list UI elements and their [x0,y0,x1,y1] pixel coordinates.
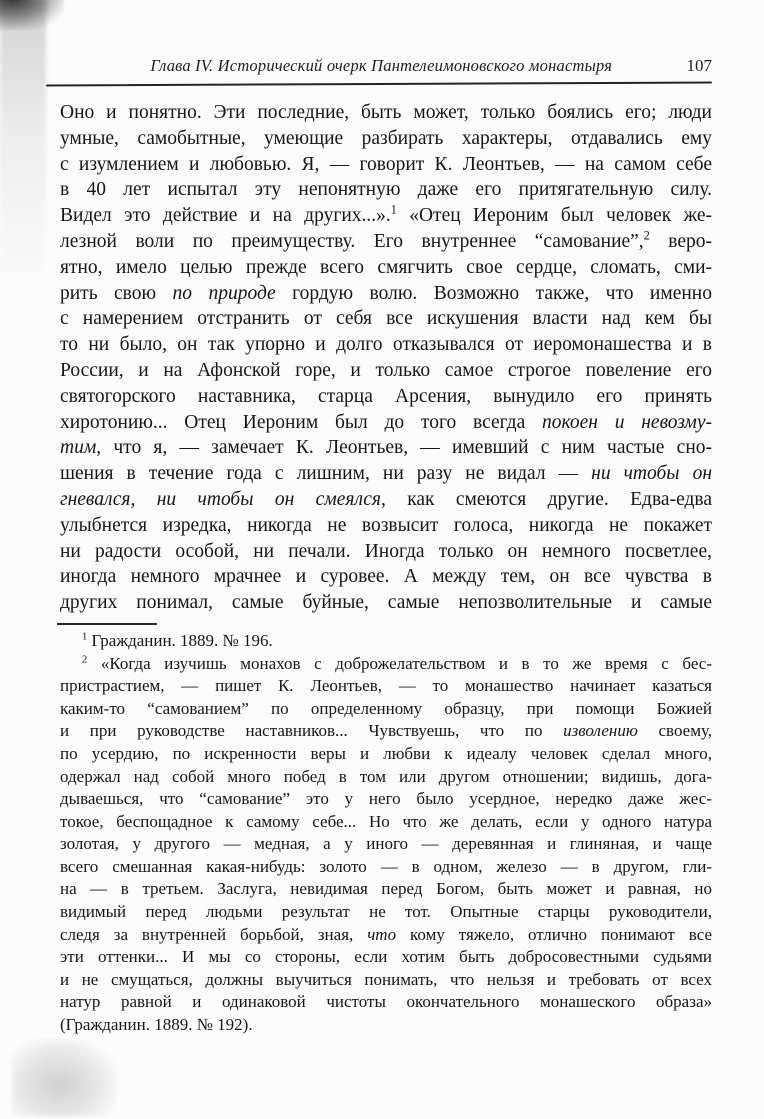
text-segment: ни чтобы он [591,463,712,485]
text-segment: на — в третьем. Заслуга, невидимая перед Богом, быть может и равная, но [60,879,712,899]
text-segment: рить свою [60,282,173,304]
text-segment: Видел это действие и на других...». [60,205,391,227]
text-line [60,410,712,436]
text-line [60,698,712,721]
text-segment: пристрастием, — пишет К. Леонтьев, — то монашество начинает казаться [60,676,712,696]
text-segment: то ни было, он так упорно и долго отказывался от иеромонашества и в [60,334,712,356]
text-line [60,255,712,281]
header-rule [46,82,712,87]
footnote-marker: 2 [82,653,88,665]
text-line [60,924,712,947]
text-segment: эти оттенки... И мы со стороны, если хотим быть добросовестными судьями [60,947,712,967]
text-line [60,991,712,1014]
text-line [60,1014,712,1037]
text-line [60,358,712,384]
text-segment: токое, беспощадное к самому себе... Но что же делать, если у одного натура [60,811,712,831]
text-line [60,675,712,698]
text-segment: всего смешанная какая-нибудь: золото — в одном, железо — в другом, гли- [60,856,712,876]
text-line [60,766,712,789]
text-segment: тим [60,437,97,459]
text-segment: Гражданин. 1889. № 196. [87,630,273,650]
text-line [60,513,712,539]
text-segment: что [367,924,397,944]
text-line [60,177,712,203]
text-segment: своему, [637,721,713,741]
text-segment: с изумлением и любовью. Я, — говорит К. Леонтьев, — на самом себе [60,153,712,175]
text-line [60,487,712,513]
footnote-separator [57,623,157,625]
text-segment: ни радости особой, ни печали. Иногда только он немного посветлее, [60,540,712,562]
text-line [60,833,712,856]
text-segment: по усердию, по искренности веры и любви к идеалу человек сделал много, [60,743,712,763]
text-line [60,281,712,307]
text-line [60,152,712,178]
text-line [60,306,712,332]
text-segment: изволению [563,721,638,741]
text-segment: золотая, у другого — медная, а у иного — деревянная и глиняная, и чаще [60,834,712,854]
text-line [60,901,712,924]
text-line [60,203,712,229]
footnote-marker: 2 [643,228,650,243]
text-segment: , как смеются другие. Едва-едва [380,488,713,510]
text-segment: иногда немного мрачнее и суровее. А между тем, он все чувства в [60,566,712,588]
footnote-marker: 1 [82,631,88,643]
text-segment: дываешься, что “самование” это у него было усердное, нередко даже жес- [60,789,712,809]
text-segment: по природе [172,282,276,304]
main-text-block [60,100,712,616]
text-line [60,539,712,565]
text-line [60,856,712,879]
text-line [60,946,712,969]
text-line [60,630,712,653]
footnote-marker: 1 [390,202,397,217]
text-segment: умные, самобытные, умеющие разбирать характеры, отдавались ему [60,127,712,149]
text-line [60,590,712,616]
text-segment: веро- [649,230,712,252]
text-line [60,811,712,834]
text-segment: кому тяжело, отлично понимают все [396,924,712,944]
text-line [60,126,712,152]
text-segment: Оно и понятно. Эти последние, быть может, только боялись его; люди [60,102,712,123]
text-segment: «Отец Иероним был человек же- [396,205,712,227]
text-line [60,332,712,358]
text-segment: других понимал, самые буйные, самые непозволительные и самые [60,592,712,614]
text-segment: и не смущаться, должны выучиться понимать, что нельзя и требовать от всех [60,969,712,989]
text-line [60,878,712,901]
text-segment: следя за внутренней борьбой, зная, [60,924,368,944]
text-segment: шения в течение года с лишним, ни разу не видал — [60,463,592,485]
text-segment: улыбнется изредка, никогда не возвысит голоса, никогда не покажет [60,514,712,536]
text-line [60,969,712,992]
text-segment: каким-то “самованием” по определенному образцу, при помощи Божией [60,698,712,718]
text-line [60,653,712,676]
scan-artifact-left-edge [0,0,46,340]
text-segment: гордую волю. Возможно также, что именно [275,282,712,304]
footnotes-block [60,630,712,1037]
text-line [60,461,712,487]
text-line [60,788,712,811]
text-segment: и при руководстве наставников... Чувствуешь, что по [60,721,564,741]
text-segment: хиротонию... Отец Иероним был до того всегда [60,411,542,433]
text-segment: «Когда изучишь монахов с доброжелательством и в то же время с бес- [87,653,712,673]
text-line [60,564,712,590]
text-line [60,100,712,126]
text-segment: в 40 лет испытал эту непонятную даже его притягательную силу. [60,179,712,201]
chapter-header-title: Глава IV. Исторический очерк Пантелеимоновского монастыря [150,56,613,75]
text-segment: России, и на Афонской горе, и только самое строгое повеление его [60,359,712,381]
text-segment: ятно, имело целью прежде всего смягчить свое сердце, сломать, сми- [60,256,712,278]
page-number: 107 [686,56,712,75]
text-segment: с намерением отстранить от себя все искушения власти над кем бы [60,308,712,330]
text-segment: натур равной и одинаковой чистоты окончательного монашеского образа» [60,992,712,1012]
text-segment: , что я, — замечает К. Леонтьев, — имевший с ним частые сно- [96,437,712,459]
text-line [60,720,712,743]
running-header [60,56,712,76]
text-segment: гневался, ни чтобы он смеялся [60,488,381,510]
text-segment: видимый перед людьми результат не тот. Опытные старцы руководители, [60,902,712,922]
text-segment: святогорского наставника, старца Арсения, вынудило его принять [60,385,712,407]
text-segment: одержал над собой много побед в том или другом отношении; видишь, дога- [60,766,712,786]
text-segment: покоен и невозму- [542,411,712,433]
text-line [60,743,712,766]
text-segment: (Гражданин. 1889. № 192). [60,1015,253,1035]
text-line [60,435,712,461]
scan-artifact-bottom-left [12,1038,117,1116]
text-segment: лезной воли по преимуществу. Его внутреннее “самование”, [60,230,644,252]
text-line [60,229,712,255]
text-line [60,384,712,410]
